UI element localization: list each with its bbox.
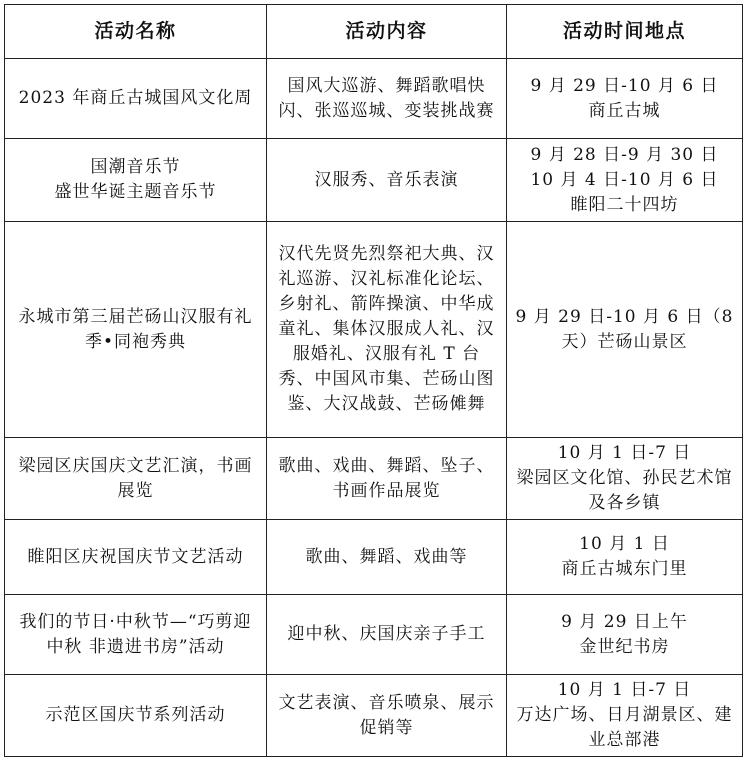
header-row: [5, 5, 743, 59]
cell-text: 10 月 1 日: [579, 534, 670, 554]
table-row: [5, 139, 743, 222]
activity-content-cell: [267, 595, 507, 675]
cell-text: 汉代先贤先烈祭祀大典、汉礼巡游、汉礼标准化论坛、乡射礼、箭阵操演、中华成童礼、集体汉服成人礼、汉服婚礼、汉服有礼 T 台秀、中国风市集、芒砀山图鉴、大汉战鼓、芒砀傩舞: [278, 244, 495, 414]
cell-text: 歌曲、戏曲、舞蹈、坠子、书画作品展览: [278, 455, 495, 501]
cell-text: 梁园区文化馆、孙民艺术馆及各乡镇: [516, 468, 733, 513]
cell-text: 9 月 29 日-10 月 6 日（8 天）芒砀山景区: [515, 306, 734, 352]
cell-text: 2023 年商丘古城国风文化周: [18, 88, 253, 108]
activity-name-cell: [5, 520, 267, 595]
time-place-cell: [507, 59, 743, 139]
cell-text: 我们的节日·中秋节—“巧剪迎中秋 非遗进书房”活动: [19, 611, 252, 657]
cell-text: 金世纪书房: [579, 636, 670, 657]
activity-content-cell: [267, 139, 507, 222]
cell-text: 商丘古城: [588, 100, 661, 121]
table-row: [5, 222, 743, 438]
activity-content-cell: [267, 520, 507, 595]
cell-text: 永城市第三届芒砀山汉服有礼季•同袍秀典: [18, 306, 253, 352]
cell-text: 迎中秋、庆国庆亲子手工: [287, 624, 486, 644]
cell-text: 盛世华诞主题音乐节: [54, 182, 217, 202]
time-place-cell: [507, 222, 743, 438]
time-place-cell: [507, 438, 743, 520]
cell-text: 9 月 29 日上午: [561, 611, 688, 632]
time-place-cell: [507, 595, 743, 675]
table-row: [5, 438, 743, 520]
cell-text: 10 月 1 日-7 日: [557, 680, 692, 700]
activity-name-cell: [5, 595, 267, 675]
activity-name-cell: [5, 438, 267, 520]
cell-text: 歌曲、舞蹈、戏曲等: [305, 546, 468, 567]
cell-text: 示范区国庆节系列活动: [45, 705, 226, 725]
activity-name-cell: [5, 59, 267, 139]
time-place-cell: [507, 139, 743, 222]
cell-text: 9 月 29 日-10 月 6 日: [530, 75, 719, 96]
table-row: [5, 595, 743, 675]
cell-text: 万达广场、日月湖景区、建业总部港: [516, 705, 733, 750]
table-row: [5, 520, 743, 595]
activity-content-cell: [267, 438, 507, 520]
activity-name-cell: [5, 139, 267, 222]
activity-content-cell: [267, 222, 507, 438]
header-activity-name: 活动名称: [5, 5, 267, 59]
events-table: [4, 4, 743, 757]
activity-name-cell: [5, 222, 267, 438]
cell-text: 9 月 28 日-9 月 30 日: [530, 144, 719, 165]
time-place-cell: [507, 675, 743, 757]
cell-text: 文艺表演、音乐喷泉、展示促销等: [278, 692, 495, 738]
activity-content-cell: [267, 675, 507, 757]
cell-text: 10 月 4 日-10 月 6 日: [530, 169, 719, 190]
cell-text: 梁园区庆国庆文艺汇演，书画展览: [18, 455, 253, 501]
cell-text: 商丘古城东门里: [561, 559, 688, 579]
cell-text: 10 月 1 日-7 日: [557, 443, 692, 463]
cell-text: 睢阳二十四坊: [570, 194, 679, 215]
table-row: [5, 675, 743, 757]
header-time-place: 活动时间地点: [507, 5, 743, 59]
cell-text: 睢阳区庆祝国庆节文艺活动: [27, 546, 244, 567]
cell-text: 国风大巡游、舞蹈歌唱快闪、张巡巡城、变装挑战赛: [278, 75, 495, 121]
cell-text: 汉服秀、音乐表演: [314, 169, 459, 190]
cell-text: 国潮音乐节: [90, 157, 181, 177]
activity-name-cell: [5, 675, 267, 757]
header-activity-content: 活动内容: [267, 5, 507, 59]
table-row: [5, 59, 743, 139]
activity-content-cell: [267, 59, 507, 139]
time-place-cell: [507, 520, 743, 595]
